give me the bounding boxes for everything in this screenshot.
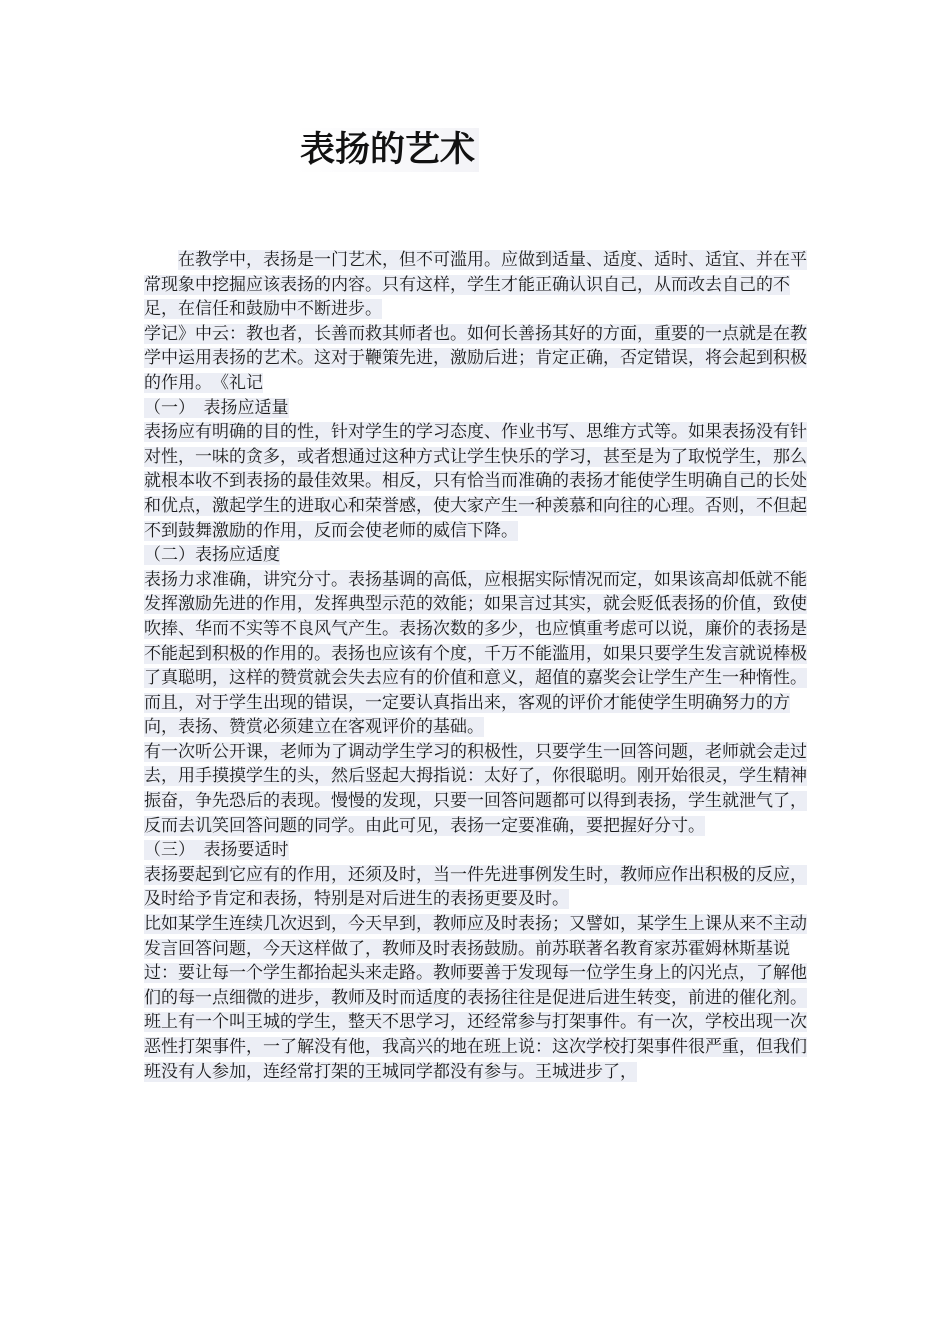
paragraph-example-1 bbox=[144, 740, 808, 838]
paragraph-text: 表扬应有明确的目的性，针对学生的学习态度、作业书写、思维方式等。如果表扬没有针对性，一味的贪多，或者想通过这种方式让学生快乐的学习，甚至是为了取悦学生，那么就根本收不到表扬的最佳效果。相反，只有恰当而准确的表扬才能使学生明确自己的长处和优点，激起学生的进取心和荣誉感，使大家产生一种羡慕和向往的心理。否则，不但起不到鼓舞激励的作用，反而会使老师的威信下降。 bbox=[144, 422, 807, 541]
document-body bbox=[144, 248, 808, 1084]
paragraph-section-1 bbox=[144, 420, 808, 543]
paragraph-example-3 bbox=[144, 1010, 808, 1084]
paragraph-text: 有一次听公开课，老师为了调动学生学习的积极性，只要学生一回答问题，老师就会走过去，用手摸摸学生的头，然后竖起大拇指说：太好了，你很聪明。刚开始很灵，学生精神振奋，争先恐后的表现。慢慢的发现，只要一回答问题都可以得到表扬，学生就泄气了，反而去讥笑回答问题的同学。由此可见，表扬一定要准确，要把握好分寸。 bbox=[144, 741, 807, 836]
heading-text: （三） 表扬要适时 bbox=[144, 840, 289, 861]
paragraph-text: 表扬要起到它应有的作用，还须及时，当一件先进事例发生时，教师应作出积极的反应，及时给予肯定和表扬，特别是对后进生的表扬更要及时。 bbox=[144, 864, 807, 910]
heading-text: （二）表扬应适度 bbox=[144, 545, 280, 566]
paragraph-intro bbox=[144, 248, 808, 322]
paragraph-section-2 bbox=[144, 568, 808, 740]
heading-text: （一） 表扬应适量 bbox=[144, 397, 289, 418]
document-title: 表扬的艺术 bbox=[296, 128, 479, 172]
paragraph-example-2 bbox=[144, 912, 808, 1010]
section-heading-2 bbox=[144, 543, 808, 568]
paragraph-text: 比如某学生连续几次迟到，今天早到，教师应及时表扬；又譬如，某学生上课从来不主动发言回答问题，今天这样做了，教师及时表扬鼓励。前苏联著名教育家苏霍姆林斯基说过：要让每一个学生都抬起头来走路。教师要善于发现每一位学生身上的闪光点，了解他们的每一点细微的进步，教师及时而适度的表扬往往是促进后进生转变，前进的催化剂。 bbox=[144, 914, 807, 1008]
section-heading-1 bbox=[144, 396, 808, 421]
paragraph-text: 学记》中云：教也者，长善而救其师者也。如何长善扬其好的方面，重要的一点就是在教学中运用表扬的艺术。这对于鞭策先进，激励后进；肯定正确，否定错误，将会起到积极的作用。 《礼记 bbox=[144, 323, 807, 393]
paragraph-text: 班上有一个叫王城的学生，整天不思学习，还经常参与打架事件。有一次，学校出现一次恶性打架事件，一了解没有他，我高兴的地在班上说：这次学校打架事件很严重，但我们班没有人参加，连经常打架的王城同学都没有参与。王城进步了， bbox=[144, 1012, 807, 1082]
paragraph-text: 表扬力求准确，讲究分寸。表扬基调的高低，应根据实际情况而定，如果该高却低就不能发挥激励先进的作用，发挥典型示范的效能；如果言过其实，就会贬低表扬的价值，致使吹捧、华而不实等不良风气产生。表扬次数的多少，也应慎重考虑可以说，廉价的表扬是不能起到积极的作用的。表扬也应该有个度，千万不能滥用，如果只要学生发言就说棒极了真聪明，这样的赞赏就会失去应有的价值和意义，超值的嘉奖会让学生产生一种惰性。而且，对于学生出现的错误，一定要认真指出来，客观的评价才能使学生明确努力的方向，表扬、赞赏必须建立在客观评价的基础。 bbox=[144, 569, 807, 738]
section-heading-3 bbox=[144, 838, 808, 863]
paragraph-section-3 bbox=[144, 863, 808, 912]
paragraph-liji bbox=[144, 322, 808, 396]
paragraph-text: 在教学中，表扬是一门艺术，但不可滥用。应做到适量、适度、适时、适宜、并在平常现象中挖掘应该表扬的内容。只有这样，学生才能正确认识自己，从而改去自己的不足，在信任和鼓励中不断进步。 bbox=[144, 250, 807, 320]
